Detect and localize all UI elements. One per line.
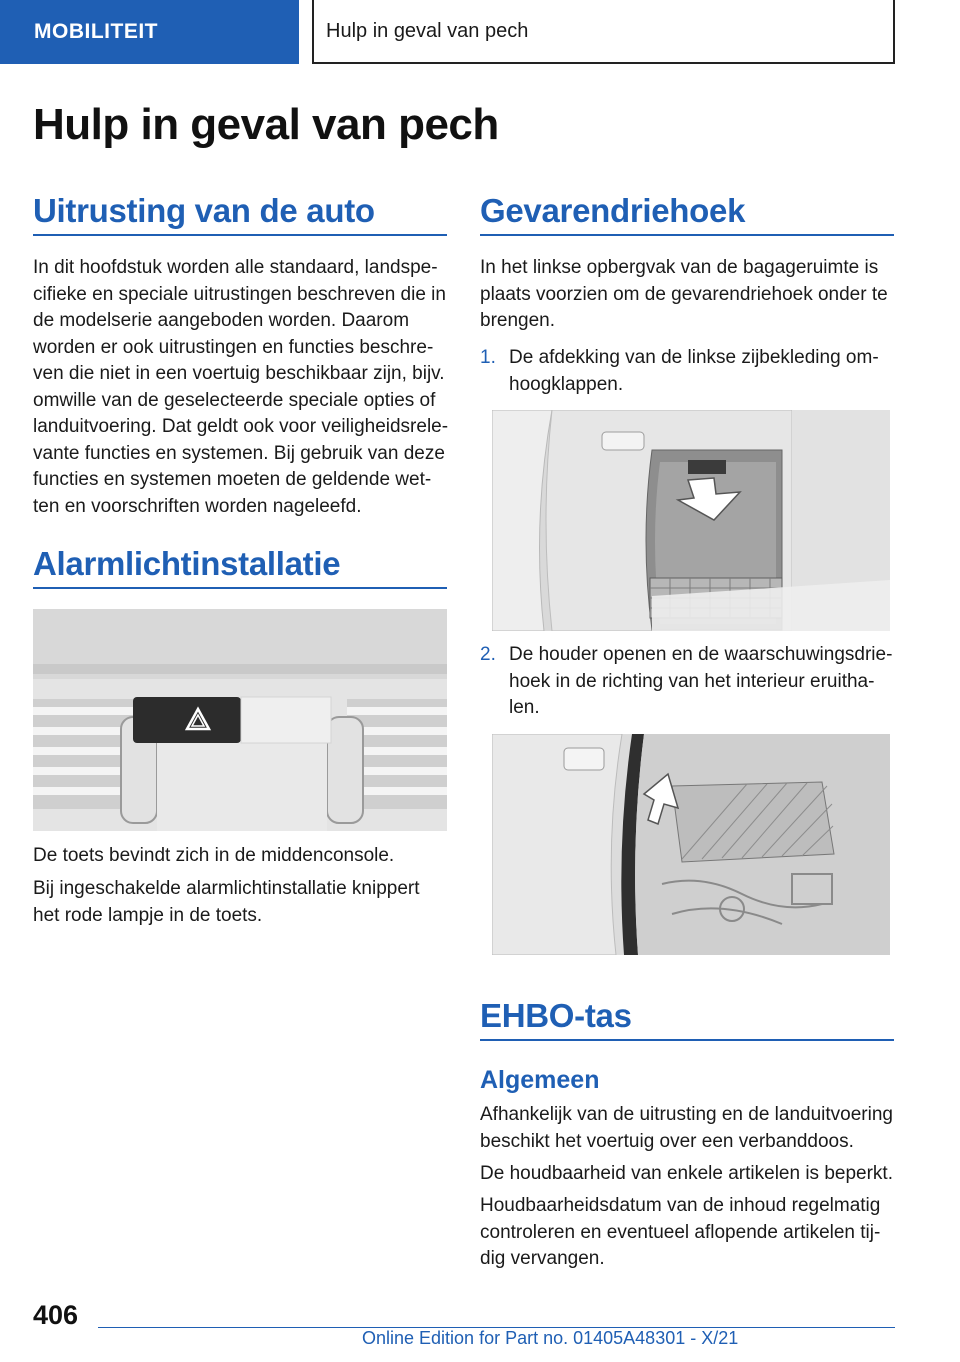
heading-rule <box>480 1039 894 1041</box>
section-tab: MOBILITEIT <box>0 0 299 64</box>
text-line: controleren en eventueel aflopende artikelen tij‐ <box>480 1221 881 1243</box>
text-line: landuitvoering. Dat geldt ook voor veiligheidsrele‐ <box>33 416 449 437</box>
text-line: De afdekking van de linkse zijbekleding om‐ <box>509 347 879 368</box>
text-line: cifieke en speciale uitrustingen beschreven die in <box>33 283 446 305</box>
paragraph-alarm-lamp <box>33 876 447 929</box>
step-number: 2. <box>480 644 496 665</box>
heading-gevarendriehoek: Gevarendriehoek <box>480 192 746 229</box>
heading-rule <box>33 234 447 236</box>
heading-uitrusting: Uitrusting van de auto <box>33 192 375 229</box>
hazard-button <box>133 697 241 743</box>
text-line: de modelserie aangeboden worden. Daarom <box>33 310 410 331</box>
subheading-algemeen: Algemeen <box>480 1066 600 1094</box>
side-trim-illustration <box>492 410 890 631</box>
chapter-header <box>312 0 895 64</box>
text-line: len. <box>509 697 540 718</box>
paragraph-ehbo-shelf-life <box>480 1161 894 1188</box>
heading-rule <box>480 234 894 236</box>
text-line: Bij ingeschakelde alarmlichtinstallatie knippert <box>33 878 420 899</box>
text-line: beschikt het voertuig over een verbanddoos. <box>480 1130 854 1152</box>
footer-edition: Online Edition for Part no. 01405A48301 - X/21 <box>362 1328 739 1348</box>
text-line: De houder openen en de waarschuwingsdrie‐ <box>509 644 893 665</box>
paragraph-gevarendriehoek-intro <box>480 255 894 335</box>
text-line: ven die niet in een voertuig beschikbaar zijn, bijv. <box>33 363 445 384</box>
text-line: worden er ook uitrustingen en functies beschre‐ <box>33 336 434 358</box>
hazard-button-image <box>33 609 447 831</box>
text-line: dig vervangen. <box>480 1248 605 1269</box>
chapter-header-label: Hulp in geval van pech <box>326 19 529 42</box>
heading-alarm: Alarmlichtinstallatie <box>33 545 341 582</box>
text-line: functies en systemen moeten de geldende wet‐ <box>33 469 432 490</box>
step-text <box>509 345 895 398</box>
text-line: De toets bevindt zich in de middenconsole. <box>33 845 395 866</box>
text-line: brengen. <box>480 310 556 331</box>
cover-flap <box>688 460 726 474</box>
triangle-holder-illustration <box>492 734 890 955</box>
triangle-holder-image <box>492 734 890 955</box>
text-line: omwille van de geselecteerde speciale opties of <box>33 389 436 411</box>
heading-rule <box>33 587 447 589</box>
paragraph-uitrusting <box>33 255 447 520</box>
side-trim-cover-image <box>492 410 890 631</box>
text-line: hoogklappen. <box>509 373 624 395</box>
step-text <box>509 642 895 722</box>
step-number: 1. <box>480 347 496 368</box>
text-line: Houdbaarheidsdatum van de inhoud regelmatig <box>480 1195 881 1216</box>
paragraph-ehbo-availability <box>480 1102 894 1155</box>
hazard-console-illustration <box>33 609 447 831</box>
heading-ehbo: EHBO-tas <box>480 997 632 1034</box>
text-line: plaats voorzien om de gevarendriehoek onder te <box>480 283 888 305</box>
paragraph-alarm-location <box>33 843 447 870</box>
text-line: De houdbaarheid van enkele artikelen is beperkt. <box>480 1163 893 1184</box>
text-line: het rode lampje in de toets. <box>33 904 263 926</box>
text-line: In dit hoofdstuk worden alle standaard, landspe‐ <box>33 257 438 278</box>
text-line: Afhankelijk van de uitrusting en de landuitvoering <box>480 1104 893 1125</box>
text-line: In het linkse opbergvak van de bagageruimte is <box>480 257 879 278</box>
warning-triangle-case <box>672 782 834 862</box>
paragraph-ehbo-check <box>480 1193 894 1273</box>
right-vent <box>327 699 447 823</box>
page-title: Hulp in geval van pech <box>33 100 499 149</box>
text-line: hoek in de richting van het interieur eruitha‐ <box>509 670 875 692</box>
text-line: vante functies en systemen. Bij gebruik van deze <box>33 442 445 464</box>
page-number: 406 <box>33 1300 79 1330</box>
text-line: ten en voorschriften worden nageleefd. <box>33 495 362 517</box>
